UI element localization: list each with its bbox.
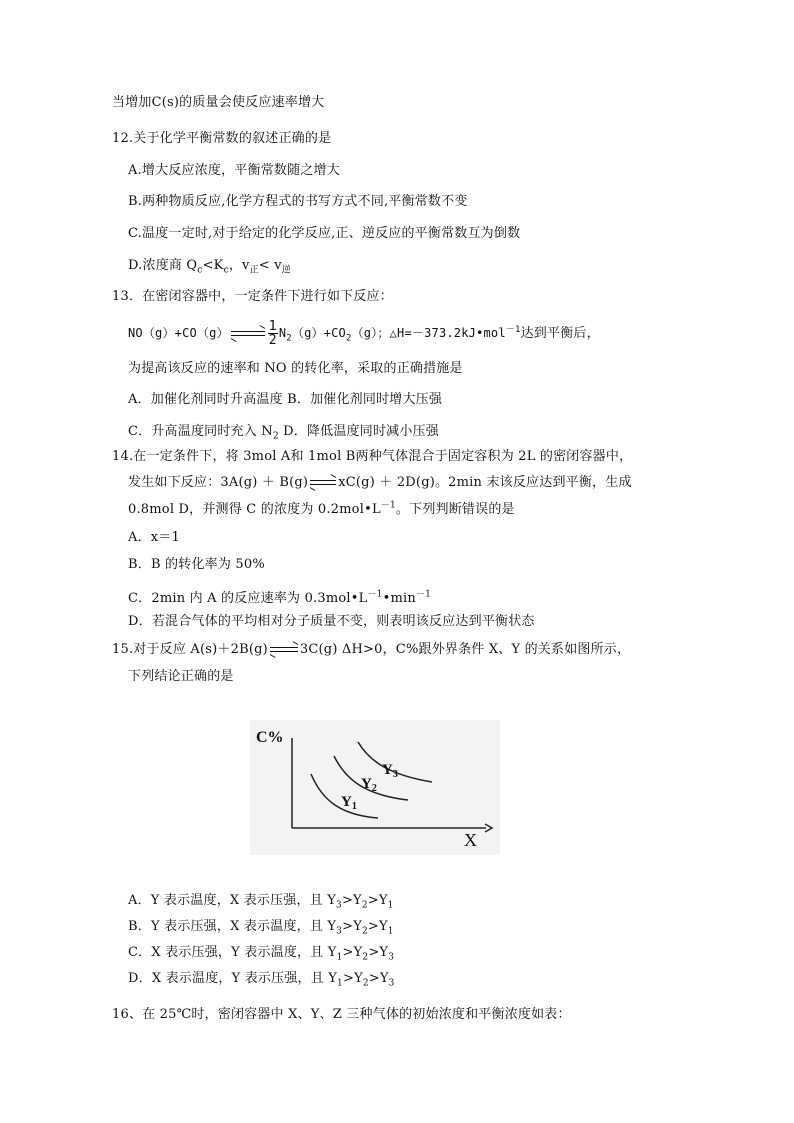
question-13-line2: [128, 360, 463, 378]
question-text: 3C(g) ΔH>0，C%跟外界条件 X、Y 的关系如图所示，: [299, 642, 631, 657]
curve-label-y1: $Y_1$: [341, 794, 357, 812]
question-text: 。下列判断错误的是: [395, 502, 515, 517]
question-text: 14.在一定条件下，将 3mol A和 1mol B两种气体混合于固定容积为 2L 的密闭容器中，: [112, 449, 633, 464]
question-14-line2: [128, 474, 632, 492]
option-text: >Y: [342, 971, 363, 986]
option-15d: [128, 970, 395, 988]
options-13ab: [128, 391, 442, 409]
fraction-numerator: 1: [268, 319, 277, 334]
option-text: A.增大反应浓度，平衡常数随之增大: [128, 163, 340, 178]
curve-label-y2: $Y_2$: [361, 776, 377, 794]
question-12: [112, 130, 331, 148]
option-text: >Y: [368, 945, 389, 960]
option-text: >Y: [368, 971, 389, 986]
question-14: [112, 448, 632, 466]
equation-text: N: [278, 326, 287, 340]
option-text: D．降低温度同时减小压强: [278, 424, 439, 439]
question-text: 下列结论正确的是: [128, 669, 234, 684]
subscript: 1: [337, 978, 343, 989]
subscript: 逆: [281, 265, 291, 276]
fraction-denominator: 2: [268, 333, 277, 348]
option-text: A．加催化剂同时升高温度 B．加催化剂同时增大压强: [128, 392, 443, 407]
option-text: •min: [382, 591, 416, 606]
option-text: C．升高温度同时充入 N: [128, 424, 273, 439]
subscript: c: [223, 265, 229, 276]
option-text: D.浓度商 Q: [128, 258, 198, 273]
subscript: 1: [387, 900, 394, 911]
superscript: －1: [415, 589, 432, 600]
subscript: 2: [361, 900, 368, 911]
option-text: B．B 的转化率为 50%: [128, 557, 265, 572]
superscript: －1: [367, 589, 383, 600]
question-text: 为提高该反应的速率和 NO 的转化率，采取的正确措施是: [128, 361, 463, 376]
option-text: B.两种物质反应,化学方程式的书写方式不同,平衡常数不变: [128, 194, 468, 209]
subscript: 3: [388, 952, 395, 963]
equilibrium-arrow-icon: [270, 645, 298, 655]
option-text: <K: [202, 258, 224, 273]
option-text: C.温度一定时,对于给定的化学反应,正、逆反应的平衡常数互为倒数: [128, 226, 521, 241]
options-13cd: [128, 423, 439, 441]
subscript: c: [197, 265, 203, 276]
question-text: 发生如下反应：3A(g) ＋ B(g): [128, 475, 309, 490]
subscript: 2: [272, 431, 279, 442]
x-axis-label: X: [464, 830, 477, 850]
option-text: >Y: [342, 919, 362, 934]
option-text: A．x＝1: [128, 530, 180, 545]
question-15: [112, 641, 630, 659]
fraction: [268, 320, 278, 347]
option-text: B．Y 表示压强，X 表示温度，且 Y: [128, 919, 337, 934]
superscript: －1: [380, 500, 396, 511]
option-text: A．Y 表示温度，X 表示压强，且 Y: [128, 893, 337, 908]
option-text: D．X 表示温度，Y 表示压强，且 Y: [128, 971, 338, 986]
subscript: 2: [362, 952, 369, 963]
question-text: xC(g) ＋ 2D(g)。2min 末该反应达到平衡，生成: [338, 475, 632, 490]
subscript: 1: [387, 926, 394, 937]
option-15b: [128, 918, 394, 936]
option-text: C．X 表示压强，Y 表示温度，且 Y: [128, 945, 337, 960]
option-text: ，v: [228, 258, 250, 273]
text: 当增加C(s)的质量会使反应速率增大: [112, 95, 325, 110]
subscript: 2: [345, 333, 352, 344]
question-text: 12.关于化学平衡常数的叙述正确的是: [112, 131, 332, 146]
figure-svg: [250, 720, 500, 855]
subscript: 3: [336, 926, 343, 937]
question-text: 0.8mol D，并测得 C 的浓度为 0.2mol•L: [128, 502, 381, 517]
subscript: 正: [249, 265, 259, 276]
curve-label-y3: $Y_3$: [382, 762, 398, 780]
subscript: 1: [336, 952, 343, 963]
option-14b: [128, 556, 265, 574]
equilibrium-arrow-icon: [310, 478, 336, 488]
option-text: >Y: [367, 893, 388, 908]
superscript: －1: [505, 325, 521, 335]
question-14-line3: [128, 501, 515, 519]
option-text: C．2min 内 A 的反应速率为 0.3mol•L: [128, 591, 368, 606]
subscript: 3: [388, 978, 395, 989]
x-axis-arrow-icon: [485, 824, 492, 832]
option-text: D．若混合气体的平均相对分子质量不变，则表明该反应达到平衡状态: [128, 614, 535, 629]
equation-text: NO（g）+CO（g）: [128, 326, 229, 340]
question-15-line2: [128, 668, 234, 686]
question-text: 15.对于反应 A(s)＋2B(g): [112, 642, 268, 657]
equation-text: （g）；△H=－373.2kJ•mol: [351, 326, 506, 340]
y-axis-label: C%: [256, 729, 284, 746]
option-text: < v: [258, 258, 282, 273]
line-prev-answer: [112, 94, 324, 112]
option-14c: [128, 590, 431, 608]
option-text: >Y: [342, 945, 363, 960]
option-14d: [128, 613, 535, 631]
option-15c: [128, 944, 394, 962]
equation-text: （g）+CO: [291, 326, 346, 340]
equation-13: [128, 320, 600, 346]
option-15a: [128, 892, 394, 910]
option-text: >Y: [367, 919, 388, 934]
question-text: 16、在 25℃时，密闭容器中 X、Y、Z 三种气体的初始浓度和平衡浓度如表：: [112, 1007, 571, 1022]
subscript: 3: [336, 900, 342, 911]
question-13: [112, 288, 393, 306]
option-12a: [128, 162, 340, 180]
option-12d: [128, 257, 291, 275]
equation-text: 达到平衡后，: [520, 326, 600, 341]
question-16: [112, 1006, 571, 1024]
subscript: 2: [286, 333, 292, 344]
equilibrium-arrow-icon: [231, 329, 265, 339]
figure-c-percent-vs-x: [250, 720, 500, 855]
question-text: 13．在密闭容器中，一定条件下进行如下反应：: [112, 289, 393, 304]
option-text: >Y: [341, 893, 362, 908]
subscript: 2: [362, 978, 369, 989]
option-12b: [128, 193, 468, 211]
subscript: 2: [361, 926, 368, 937]
option-14a: [128, 529, 180, 547]
option-12c: [128, 225, 520, 243]
